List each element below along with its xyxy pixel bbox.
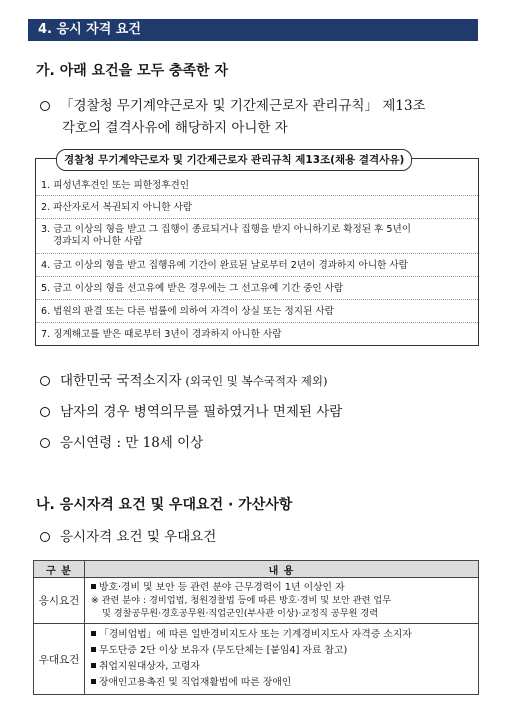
box-divider [36,276,478,277]
circle-bullet-icon [40,532,50,542]
bullet-rules-line1: 「경찰청 무기계약근로자 및 기간제근로자 관리규칙」 제13조 [60,98,426,114]
table-row [34,578,479,624]
table-header-content: 내 용 [85,561,479,578]
box-divider [36,322,478,323]
part-b-title: 나. 응시자격 요건 및 우대요건 · 가산사항 [36,497,293,513]
bullet-rules-line2: 각호의 결격사유에 해당하지 아니한 자 [62,120,288,136]
circle-bullet-icon [40,407,50,417]
square-bullet-icon [91,663,96,668]
disqualification-box-title: 경찰청 무기계약근로자 및 기간제근로자 관리규칙 제13조(채용 결격사유) [56,149,412,171]
box-divider [36,195,478,196]
square-bullet-icon [91,679,96,684]
circle-bullet-icon [40,101,50,111]
row-label-requirements: 응시요건 [34,578,85,624]
box-item-6: 6. 법원의 판결 또는 다른 법률에 의하여 자격이 상실 또는 정지된 사람 [41,306,334,317]
table-header-row [34,561,479,578]
bullet-qualifications: 응시자격 요건 및 우대요건 [40,525,216,545]
box-item-2: 2. 파산자로서 복권되지 아니한 사람 [41,202,193,213]
circle-bullet-icon [40,438,50,448]
table-header-category: 구 분 [34,561,85,578]
square-bullet-icon [91,631,96,636]
row-label-preferences: 우대요건 [34,624,85,695]
row-content-preferences: 「경비업법」에 따른 일반경비지도사 또는 기계경비지도사 자격증 소지자 무도단증 2단 이상 보유자 (무도단체는 [붙임4] 자료 참고) 취업지원대상자, 고령자 장애인고용촉진 및 직업재활법에 따른 장애인 [85,624,479,695]
square-bullet-icon [91,647,96,652]
box-divider [36,299,478,300]
bullet-nationality: 대한민국 국적소지자 (외국인 및 복수국적자 제외) [40,369,327,389]
box-divider [36,253,478,254]
part-a-title: 가. 아래 요건을 모두 충족한 자 [36,63,228,79]
box-item-4: 4. 금고 이상의 형을 받고 집행유예 기간이 완료된 날로부터 2년이 경과하지 아니한 사람 [41,260,408,271]
table-row [34,624,479,695]
bullet-rules [40,94,426,114]
section-header: 4. 응시 자격 요건 [28,19,478,41]
box-item-3: 3. 금고 이상의 형을 받고 그 집행이 종료되거나 집행을 받지 아니하기로 확정된 후 5년이 경과되지 아니한 사람 [41,224,411,247]
box-item-7: 7. 징계해고를 받은 때로부터 3년이 경과하지 아니한 사람 [41,329,282,340]
bullet-military: 남자의 경우 병역의무를 필하였거나 면제된 사람 [40,400,342,420]
box-item-5: 5. 금고 이상의 형을 선고유예 받은 경우에는 그 선고유예 기간 중인 사람 [41,283,344,294]
circle-bullet-icon [40,376,50,386]
square-bullet-icon [91,584,96,589]
requirements-table [33,560,479,695]
bullet-age: 응시연령 : 만 18세 이상 [40,431,203,451]
box-divider [36,218,478,219]
box-item-1: 1. 피성년후견인 또는 피한정후견인 [41,180,190,191]
row-content-requirements: 방호·경비 및 보안 등 관련 분야 근무경력이 1년 이상인 자 ※ 관련 분야 : 경비업법, 청원경찰법 등에 따른 방호·경비 및 보안 관련 업무 및 경찰공무원·경호공무원·직업군인(부사관 이상)·교정직 공무원 경력 [85,578,479,624]
